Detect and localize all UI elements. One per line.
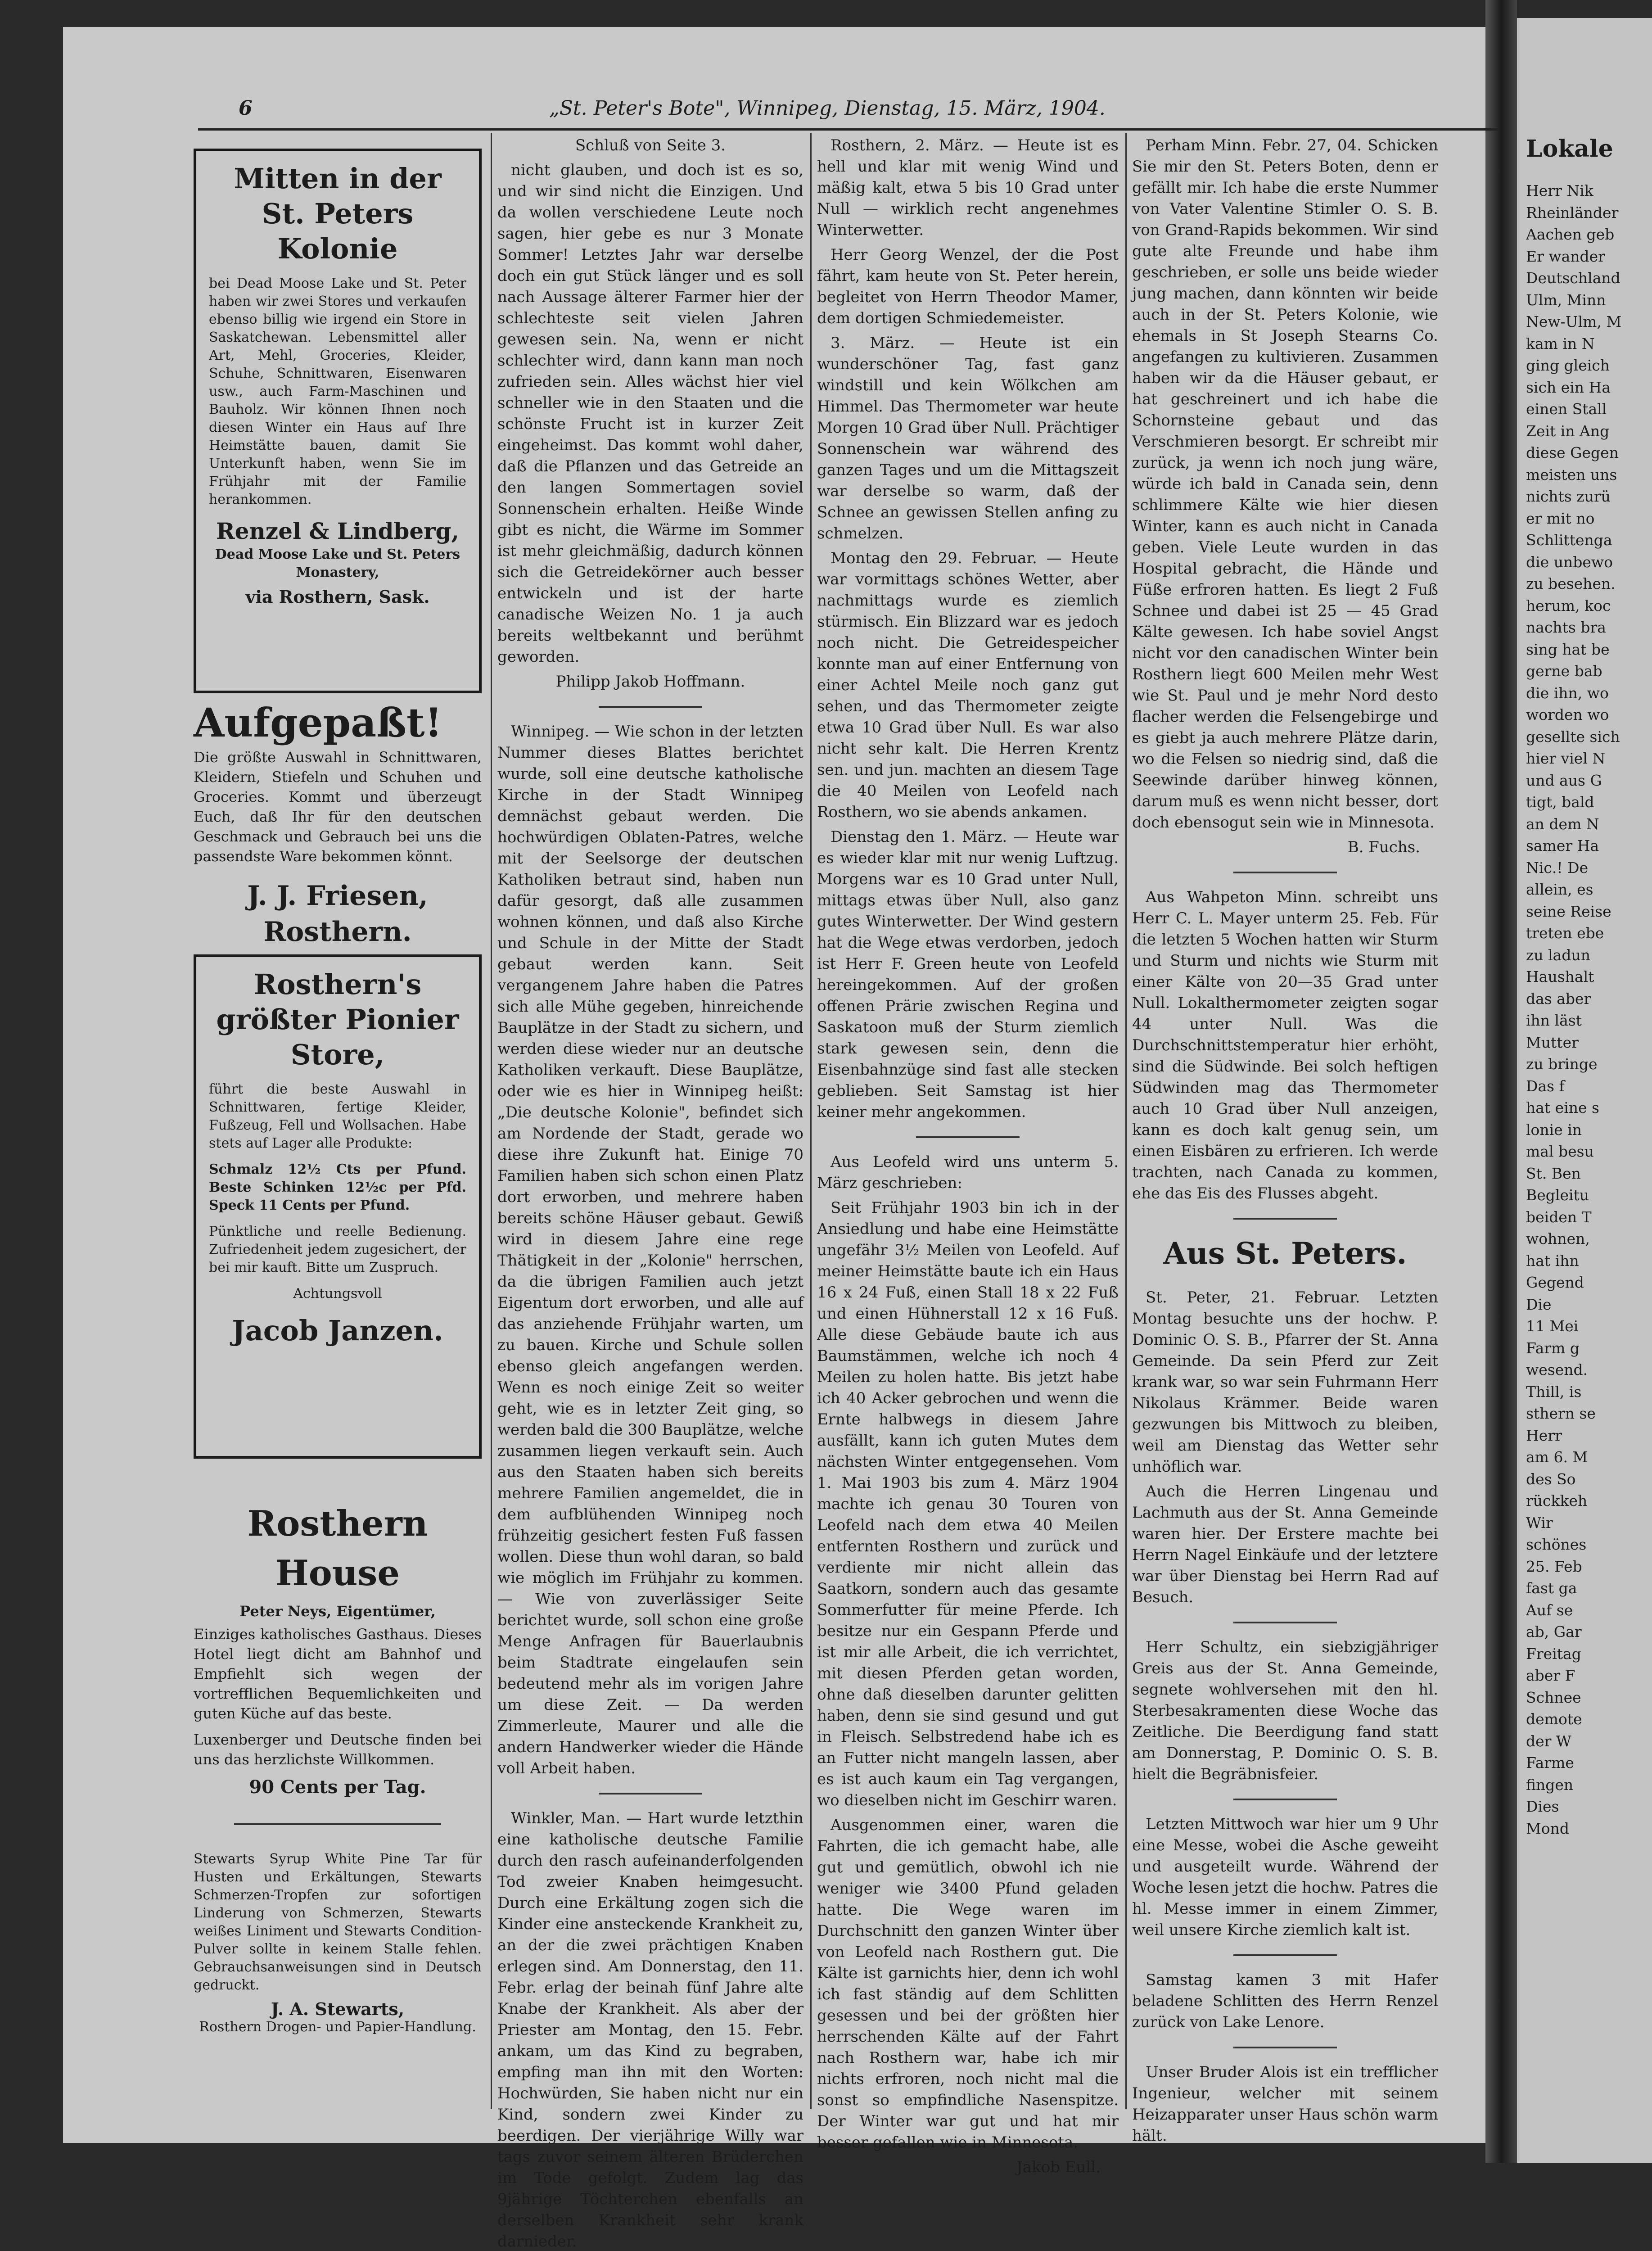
ad-service: Pünktliche und reelle Bedienung. Zufriedenheit jedem zugesichert, der bei mir kauft. Bitte um Zuspruch. bbox=[209, 1224, 466, 1275]
adjacent-page-line: nichts zurü bbox=[1526, 488, 1611, 505]
article-paragraph: Auch die Herren Lingenau und Lachmuth aus der St. Anna Gemeinde waren hier. Der Erstere machte bei Herrn Nagel Einkäufe und der letztere war über Dienstag bei Herrn Rad auf Besuch. bbox=[1132, 1483, 1438, 1606]
ad-text: Luxenberger und Deutsche finden bei uns das herzlichste Willkommen. bbox=[194, 1731, 482, 1768]
adjacent-page-line: St. Ben bbox=[1526, 1164, 1581, 1182]
ad-text: Die größte Auswahl in Schnittwaren, Kleidern, Stiefeln und Schuhen und Groceries. Kommt und überzeugt Euch, daß Ihr für den deutschen Geschmack und Gebrauch bei uns die passendste Ware bekommen könnt. bbox=[194, 749, 482, 865]
ad-text: Stewarts Syrup White Pine Tar für Husten und Erkältungen, Stewarts Schmerzen-Tropfen zur sofortigen Linderung von Schmerzen, Stewarts weißes Liniment und Stewarts Condition-Pulver sollte in keinem Stalle fehlen. Gebrauchsanweisungen sind in Deutsch gedruckt. bbox=[194, 1851, 482, 1993]
article-paragraph: Ausgenommen einer, waren die Fahrten, die ich gemacht habe, alle gut und gemütlich, obwohl ich nie weniger wie 3400 Pfund geladen hatte. Die Wege waren im Durchschnitt den ganzen Winter über von Leofeld nach Rosthern gut. Die Kälte ist garnichts hier, denn ich wohl ich fast ständig auf dem Schlitten gesessen und bei der größten hier herrschenden Kälte auf der Fahrt nach Rosthern war, habe ich mir nichts erfroren, noch nicht mal die sonst so empfindliche Nasenspitze. Der Winter war gut und hat mir besser gefallen wie in Minnesota. bbox=[817, 1816, 1119, 2152]
adjacent-page-line: Nic.! De bbox=[1526, 859, 1589, 877]
adjacent-page-line: mal besu bbox=[1526, 1143, 1594, 1160]
ad-text: führt die beste Auswahl in Schnittwaren, fertige Kleider, Fußzeug, Fell und Wollsachen. Habe stets auf Lager alle Produkte: bbox=[209, 1081, 466, 1151]
adjacent-page bbox=[1517, 18, 1652, 2163]
article-paragraph: Winkler, Man. — Hart wurde letzthin eine katholische deutsche Familie durch den rasch aufeinanderfolgenden Tod zweier Knaben heimgesucht. Durch eine Erkältung zogen sich die Kinder eine ansteckende Krankheit zu, an der die zwei prächtigen Knaben erlegen sind. Am Donnerstag, den 11. Febr. erlag der beinah fünf Jahre alte Knabe der Krankheit. Als aber der Priester am Montag, den 15. Febr. ankam, um das Kind zu begraben, empfing man ihn mit den Worten: Hochwürden, Sie haben nicht nur ein Kind, sondern zwei Kinder zu beerdigen. Der vierjährige Willy war tags zuvor seinem älteren Brüderchen im Tode gefolgt. Zudem lag das 9jährige Töchterchen ebenfalls an derselben Krankheit sehr krank darnieder. bbox=[497, 1809, 803, 2251]
article-paragraph: St. Peter, 21. Februar. Letzten Montag besuchte uns der hochw. P. Dominic O. S. B., Pfarrer der St. Anna Gemeinde. Da sein Pferd zur Zeit krank war, so war sein Fuhrmann Herr Nikolaus Krämmer. Beide waren gezwungen bis Mittwoch zu bleiben, weil am Dienstag das Wetter sehr unhöflich war. bbox=[1132, 1288, 1438, 1476]
ad-firm: Jacob Janzen. bbox=[232, 1314, 443, 1347]
adjacent-page-heading: Lokale bbox=[1526, 135, 1613, 163]
adjacent-page-line: Farm g bbox=[1526, 1339, 1580, 1357]
ad-mitten bbox=[194, 149, 482, 693]
ad-price: 90 Cents per Tag. bbox=[249, 1776, 426, 1798]
ad-text: bei Dead Moose Lake und St. Peter haben wir zwei Stores und verkaufen ebenso billig wie irgend ein Store in Saskatchewan. Lebensmittel aller Art, Mehl, Groceries, Kleider, Schuhe, Schnittwaren, Eisenwaren usw., auch Farm-Maschinen und Bauholz. Wir können Ihnen noch diesen Winter ein Haus auf Ihre Heimstätte bauen, damit Sie Unterkunft haben, wenn Sie im Frühjahr mit der Familie herankommen. bbox=[209, 276, 466, 507]
adjacent-page-line: nachts bra bbox=[1526, 619, 1606, 636]
adjacent-page-line: ging gleich bbox=[1526, 357, 1610, 374]
adjacent-page-line: Schnee bbox=[1526, 1688, 1581, 1706]
adjacent-page-line: ihn läst bbox=[1526, 1012, 1582, 1029]
adjacent-page-line: Zeit in Ang bbox=[1526, 422, 1610, 440]
adjacent-page-line: Farme bbox=[1526, 1754, 1574, 1772]
article-divider bbox=[916, 1136, 1020, 1138]
adjacent-page-line: Haushalt bbox=[1526, 968, 1594, 985]
adjacent-page-line: er mit no bbox=[1526, 509, 1595, 527]
adjacent-page-line: und aus G bbox=[1526, 771, 1602, 789]
article-paragraph: Perham Minn. Febr. 27, 04. Schicken Sie mir den St. Peters Boten, denn er gefällt mir. Ich habe die erste Nummer von Vater Valentine Stimler O. S. B. von Grand-Rapids bekommen. Wir sind gute alte Freunde und habe ihm geschrieben, er solle uns beide wieder jung machen, dann könnten wir beide auch in der St. Peters Kolonie, wie ehemals in St Joseph Stearns Co. angefangen zu kultivieren. Zusammen haben wir da die Häuser gebaut, er hat geschreinert und ich habe die Schornsteine gebaut und das Verschmieren besorgt. Er schreibt mir zurück, ja wenn ich noch jung wäre, würde ich bald in Canada sein, denn schlimmere Kälte wie hier diesen Winter, kann es auch nicht in Canada geben. Viele Leute wurden in das Hospital gebracht, die Hände und Füße erfroren hatten. Es liegt 2 Fuß Schnee und dabei ist 25 — 45 Grad Kälte gewesen. Ich habe soviel Angst nicht vor den canadischen Winter bein Rosthern liegt 600 Meilen mehr West wie St. Paul und je mehr Nord desto flacher werden die Felsengebirge und es giebt ja auch mehrere Plätze darin, wo die Felsen so niedrig sind, daß die Seewinde darüber hinweg können, darum muß es wenn nicht besser, dort doch ebensogut sein wie in Minnesota. bbox=[1132, 136, 1438, 832]
adjacent-page-line: einen Stall bbox=[1526, 400, 1607, 418]
adjacent-page-line: wesend. bbox=[1526, 1361, 1588, 1379]
ad-address: Dead Moose Lake und St. Peters Monastery, bbox=[215, 547, 460, 580]
article-divider bbox=[1233, 1218, 1337, 1220]
article-signature: B. Fuchs. bbox=[1347, 838, 1420, 856]
article-divider bbox=[1233, 1622, 1337, 1623]
adjacent-page-line: herum, koc bbox=[1526, 597, 1611, 615]
adjacent-page-line: worden wo bbox=[1526, 706, 1609, 723]
adjacent-page-line: hat ihn bbox=[1526, 1252, 1579, 1270]
adjacent-page-line: zu bringe bbox=[1526, 1055, 1598, 1073]
article-paragraph: 3. März. — Heute ist ein wunderschöner Tag, fast ganz windstill und kein Wölkchen am Himmel. Das Thermometer war heute Morgen 10 Grad über Null. Prächtiger Sonnenschein war während des ganzen Tages und um die Mittagszeit war derselbe so warm, daß der Schnee an gewissen Stellen anfing zu schmelzen. bbox=[817, 334, 1119, 542]
article-paragraph: Winnipeg. — Wie schon in der letzten Nummer dieses Blattes berichtet wurde, soll eine deutsche katholische Kirche in der Stadt Winnipeg demnächst gebaut werden. Die hochwürdigen Oblaten-Patres, welche mit der Seelsorge der deutschen Katholiken betraut sind, haben nun dafür gesorgt, daß alle zusammen wohnen können, und daß also Kirche und Schule in der Mitte der Stadt gebaut werden kann. Seit vergangenem Jahre haben die Patres sich alle Mühe gegeben, hinreichende Bauplätze in der Stadt zu sichern, und werden diese wieder nur an deutsche Katholiken verkauft. Diese Bauplätze, oder wie es hier in Winnipeg heißt: „Die deutsche Kolonie", befindet sich am Nordende der Stadt, gerade wo diese ihre Zukunft hat. Einige 70 Familien haben sich schon einen Platz dort erworben, und mehrere haben bereits schöne Häuser gebaut. Gewiß wird in diesem Jahre eine rege Thätigkeit in der „Kolonie" herrschen, da die übrigen Familien auch jetzt Eigentum dort erworben, und alle auf das anziehende Frühjahr warten, um zu bauen. Kirche und Schule sollen ebenso gleich angefangen werden. Wenn es noch einige Zeit so weiter geht, wie es in letzter Zeit ging, so werden bald die 300 Bauplätze, welche zusammen liegen verkauft sein. Auch aus den Staaten haben sich bereits mehrere Familien angemeldet, die in dem aufblühenden Winnipeg noch frühzeitig gesichert festen Fuß fassen wollen. Diese thun wohl daran, so bald wie möglich im Frühjahr zu kommen. — Wie von zuverlässiger Seite berichtet wurde, soll schon eine große Menge Anfragen für Bauerlaubnis beim Stadtrate eingelaufen sein bedeutend mehr als im vorigen Jahre um diese Zeit. — Da werden Zimmerleute, Maurer und alle die andern Handwerker wieder die Hände voll Arbeit haben. bbox=[497, 723, 803, 1777]
ad-text: Einziges katholisches Gasthaus. Dieses Hotel liegt dicht am Bahnhof und Empfiehlt sich wegen der vortrefflichen Bequemlichkeiten und guten Küche auf das beste. bbox=[194, 1626, 482, 1722]
adjacent-page-line: schönes bbox=[1526, 1536, 1587, 1553]
adjacent-page-line: Ulm, Minn bbox=[1526, 291, 1606, 309]
column-4 bbox=[1132, 135, 1438, 2145]
adjacent-page-line: zu ladun bbox=[1526, 946, 1590, 964]
ad-prices: Schmalz 12½ Cts per Pfund. Beste Schinken 12½c per Pfd. Speck 11 Cents per Pfund. bbox=[209, 1162, 466, 1213]
article-divider bbox=[599, 1793, 702, 1794]
adjacent-page-line: Mutter bbox=[1526, 1033, 1579, 1051]
adjacent-page-line: 25. Feb bbox=[1526, 1557, 1582, 1575]
adjacent-page-line: sing hat be bbox=[1526, 640, 1610, 658]
column-rule bbox=[1125, 133, 1127, 2109]
adjacent-page-line: samer Ha bbox=[1526, 837, 1599, 854]
adjacent-page-line: Schlittenga bbox=[1526, 531, 1612, 549]
column-rule bbox=[810, 133, 812, 2109]
ad-divider bbox=[234, 1823, 441, 1825]
adjacent-page-line: New-Ulm, M bbox=[1526, 313, 1622, 330]
ad-headline: Rosthern House bbox=[247, 1503, 428, 1594]
adjacent-page-line: die ihn, wo bbox=[1526, 684, 1609, 702]
article-paragraph: Herr Schultz, ein siebzigjähriger Greis aus der St. Anna Gemeinde, segnete wohlversehen mit den hl. Sterbesakramenten diese Woche das Zeitliche. Die Beerdigung fand statt am Donnerstag, P. Dominic O. S. B. hielt die Begräbnisfeier. bbox=[1132, 1638, 1438, 1783]
adjacent-page-line: der W bbox=[1526, 1732, 1571, 1750]
article-paragraph: Aus Wahpeton Minn. schreibt uns Herr C. L. Mayer unterm 25. Feb. Für die letzten 5 Wochen hatten wir Sturm und Sturm und nichts wie Sturm mit einer Kälte von 20—35 Grad unter Null. Lokalthermometer zeigten sogar 44 unter Null. Was die Durchschnittstemperatur hier erhöht, sind die Südwinde. Bei solch heftigen Südwinden mag das Thermometer auch 10 Grad über Null anzeigen, kann es doch kalt genug sein, um einen Eisbären zu erfrieren. Ich werde trachten, nach Canada zu kommen, ehe das Eis des Flusses abgeht. bbox=[1132, 888, 1438, 1202]
adjacent-page-line: diese Gegen bbox=[1526, 444, 1619, 461]
adjacent-page-line: Herr Nik bbox=[1526, 182, 1593, 199]
ad-firm: J. J. Friesen, Rosthern. bbox=[247, 880, 428, 948]
adjacent-page-line: sthern se bbox=[1526, 1405, 1596, 1422]
article-divider bbox=[1233, 1799, 1337, 1800]
adjacent-page-line: wohnen, bbox=[1526, 1230, 1590, 1248]
adjacent-page-line: Auf se bbox=[1526, 1601, 1573, 1619]
adjacent-page-line: lonie in bbox=[1526, 1121, 1582, 1139]
adjacent-page-line: allein, es bbox=[1526, 881, 1593, 898]
adjacent-page-line: Gegend bbox=[1526, 1274, 1584, 1291]
adjacent-page-line: ab, Gar bbox=[1526, 1623, 1582, 1641]
adjacent-page-line: am 6. M bbox=[1526, 1448, 1588, 1466]
adjacent-page-line: aber F bbox=[1526, 1667, 1575, 1684]
column-3 bbox=[817, 135, 1119, 2176]
column-rule bbox=[491, 133, 492, 2109]
adjacent-page-line: gesellte sich bbox=[1526, 728, 1620, 746]
ad-owner: Peter Neys, Eigentümer, bbox=[239, 1603, 436, 1620]
adjacent-page-line: Begleitu bbox=[1526, 1186, 1589, 1204]
article-signature: Jakob Eull. bbox=[1016, 2158, 1101, 2176]
section-heading: Aus St. Peters. bbox=[1163, 1236, 1407, 1271]
adjacent-page-line: Thill, is bbox=[1526, 1383, 1582, 1401]
adjacent-page-line: Wir bbox=[1526, 1514, 1553, 1532]
adjacent-page-line: fast ga bbox=[1526, 1579, 1577, 1597]
adjacent-page-line: hier viel N bbox=[1526, 750, 1606, 767]
masthead-line: „St. Peter's Bote", Winnipeg, Dienstag, 15. März, 1904. bbox=[549, 97, 1106, 120]
page-number: 6 bbox=[239, 97, 253, 120]
ad-regards: Achtungsvoll bbox=[293, 1286, 382, 1302]
ad-address: Rosthern Drogen- und Papier-Handlung. bbox=[199, 2019, 476, 2035]
article-paragraph: Rosthern, 2. März. — Heute ist es hell und klar mit wenig Wind und mäßig kalt, etwa 5 bis 10 Grad unter Null — wirklich recht angenehmes Winterwetter. bbox=[817, 136, 1119, 239]
adjacent-page-line: Deutschland bbox=[1526, 269, 1620, 287]
adjacent-page-line: des So bbox=[1526, 1470, 1576, 1488]
adjacent-page-line: fingen bbox=[1526, 1776, 1574, 1794]
adjacent-page-line: hat eine s bbox=[1526, 1099, 1599, 1116]
adjacent-page-line: Aachen geb bbox=[1526, 226, 1615, 243]
ad-headline: Aufgepaßt! bbox=[194, 699, 442, 746]
adjacent-page-line: zu besehen. bbox=[1526, 575, 1616, 592]
article-paragraph: Dienstag den 1. März. — Heute war es wieder klar mit nur wenig Luftzug. Morgens war es 10 Grad unter Null, mittags etwas über Null, also ganz gutes Winterwetter. Der Wind gestern hat die Wege etwas verdorben, jedoch ist Herr F. Green heute von Leofeld hereingekommen. Auf der großen offenen Prärie zwischen Regina und Saskatoon muß der Sturm ziemlich stark gewesen sein, denn die Eisenbahnzüge sind fast alle stecken geblieben. Seit Samstag ist hier keiner mehr angekommen. bbox=[817, 828, 1119, 1121]
article-paragraph: Letzten Mittwoch war hier um 9 Uhr eine Messe, wobei die Asche geweiht und ausgeteilt wurde. Während der Woche lesen jetzt die hochw. Patres die hl. Messe immer in einem Zimmer, weil unsere Kirche ziemlich kalt ist. bbox=[1132, 1815, 1438, 1939]
ad-pionier-store bbox=[194, 954, 482, 1459]
article-signature: Philipp Jakob Hoffmann. bbox=[555, 673, 745, 691]
adjacent-page-line: treten ebe bbox=[1526, 924, 1604, 942]
adjacent-page-line: 11 Mei bbox=[1526, 1317, 1579, 1335]
page-header bbox=[135, 97, 1440, 128]
adjacent-page-line: Rheinländer bbox=[1526, 203, 1619, 221]
ad-firm: J. A. Stewarts, bbox=[271, 1999, 405, 2019]
adjacent-page-line: Dies bbox=[1526, 1798, 1559, 1815]
article-divider bbox=[1233, 872, 1337, 873]
adjacent-page-line: Freitag bbox=[1526, 1645, 1581, 1663]
continuation-note: Schluß von Seite 3. bbox=[575, 136, 726, 154]
ad-headline: Mitten in der St. Peters Kolonie bbox=[234, 162, 442, 265]
article-paragraph: Montag den 29. Februar. — Heute war vormittags schönes Wetter, aber nachmittags wurde es ziemlich stürmisch. Ein Blizzard war es jedoch noch nicht. Die Getreidespeicher konnte man auf einer Entfernung von einer Achtel Meile noch ganz gut sehen, und das Thermometer zeigte etwa 10 Grad über Null. Es war also nicht sehr kalt. Die Herren Krentz sen. und jun. machten an diesem Tage die 40 Meilen von Leofeld nach Rosthern, wo sie abends ankamen. bbox=[817, 549, 1119, 821]
adjacent-page-line: tigt, bald bbox=[1526, 793, 1594, 811]
ad-aufgepasst bbox=[194, 698, 482, 950]
adjacent-page-line: die unbewo bbox=[1526, 553, 1613, 571]
adjacent-page-line: beiden T bbox=[1526, 1208, 1592, 1226]
adjacent-page-line: das aber bbox=[1526, 990, 1591, 1008]
article-paragraph: nicht glauben, und doch ist es so, und wir sind nicht die Einzigen. Und da wollen verschiedene Leute noch sagen, hier gebe es nur 3 Monate Sommer! Letztes Jahr war derselbe doch ein gut Stück länger und es soll nach Aussage älterer Farmer hier der schlechteste seit vielen Jahren gewesen sein. Na, wenn er nicht schlechter wird, dann kann man noch zufrieden sein. Alles wächst hier viel schneller wie in den Staaten und die schönste Frucht ist in kurzer Zeit eingeheimst. Das kommt wohl daher, daß die Pflanzen und das Getreide an den langen Sommertagen soviel Sonnenschein erhalten. Heiße Winde gibt es nicht, die Wärme im Sommer ist mehr gleichmäßig, dadurch können sich die Getreidekörner auch besser entwickeln und ist der harte canadische Weizen No. 1 ja auch bereits weltbekannt und berühmt geworden. bbox=[497, 161, 803, 666]
adjacent-page-line: sich ein Ha bbox=[1526, 378, 1611, 396]
column-2 bbox=[497, 135, 803, 2251]
adjacent-page-line: Die bbox=[1526, 1295, 1552, 1313]
adjacent-page-line: meisten uns bbox=[1526, 466, 1617, 484]
article-paragraph: Aus Leofeld wird uns unterm 5. März geschrieben: bbox=[817, 1153, 1119, 1192]
adjacent-page-line: seine Reise bbox=[1526, 902, 1611, 920]
adjacent-page-line: an dem N bbox=[1526, 815, 1599, 833]
article-divider bbox=[599, 706, 702, 708]
adjacent-page-line: rückkeh bbox=[1526, 1492, 1588, 1510]
article-divider bbox=[1233, 2047, 1337, 2048]
book-gutter bbox=[1485, 0, 1517, 2163]
article-paragraph: Herr Georg Wenzel, der die Post fährt, kam heute von St. Peter herein, begleitet von Herrn Theodor Mamer, dem dortigen Schmiedemeister. bbox=[817, 246, 1119, 327]
adjacent-page-line: gerne bab bbox=[1526, 662, 1602, 680]
adjacent-page-line: Er wander bbox=[1526, 247, 1605, 265]
ad-stewarts bbox=[194, 1850, 482, 2035]
ad-headline: Rosthern's größter Pionier Store, bbox=[216, 968, 459, 1071]
adjacent-page-line: demote bbox=[1526, 1710, 1582, 1728]
article-paragraph: Seit Frühjahr 1903 bin ich in der Ansiedlung und habe eine Heimstätte ungefähr 3½ Meilen von Leofeld. Auf meiner Heimstätte baute ich ein Haus 16 x 24 Fuß, einen Stall 18 x 22 Fuß und einen Hühnerstall 12 x 16 Fuß. Alle diese Gebäude baute ich aus Baumstämmen, welche ich noch 4 Meilen zu holen hatte. Bis jetzt habe ich 40 Acker gebrochen und wenn die Ernte halbwegs in diesem Jahre ausfällt, kann ich guten Mutes dem nächsten Winter entgegensehen. Vom 1. Mai 1903 bis zum 4. März 1904 machte ich genau 30 Touren von Leofeld nach dem etwa 40 Meilen entfernten Rosthern und zurück und verdiente mir nicht allein das Saatkorn, sondern auch das gesamte Sommerfutter für meine Pferde. Ich besitze nur ein Gespann Pferde und ist mir alle Arbeit, die ich verrichtet, mit diesen Pferden getan worden, ohne daß dieselben darunter gelitten haben, denn sie sind gesund und gut in Fleisch. Selbstredend habe ich es an Futter nicht mangeln lassen, aber es ist auch kaum ein Tag vergangen, wo dieselben nicht im Geschirr waren. bbox=[817, 1199, 1119, 1809]
article-paragraph: Unser Bruder Alois ist ein trefflicher Ingenieur, welcher mit seinem Heizapparater unser Haus schön warm hält. bbox=[1132, 2063, 1438, 2145]
adjacent-page-text bbox=[1526, 180, 1621, 1840]
ad-rosthern-house bbox=[194, 1499, 482, 1798]
adjacent-page-line: Mond bbox=[1526, 1819, 1570, 1837]
article-divider bbox=[1233, 1954, 1337, 1956]
header-rule bbox=[198, 128, 1499, 131]
adjacent-page-line: Herr bbox=[1526, 1426, 1562, 1444]
adjacent-page-line: Das f bbox=[1526, 1077, 1565, 1095]
ad-via: via Rosthern, Sask. bbox=[245, 587, 430, 607]
article-paragraph: Samstag kamen 3 mit Hafer beladene Schlitten des Herrn Renzel zurück von Lake Lenore. bbox=[1132, 1971, 1438, 2031]
adjacent-page-line: kam in N bbox=[1526, 334, 1595, 353]
ad-firm: Renzel & Lindberg, bbox=[216, 518, 459, 544]
